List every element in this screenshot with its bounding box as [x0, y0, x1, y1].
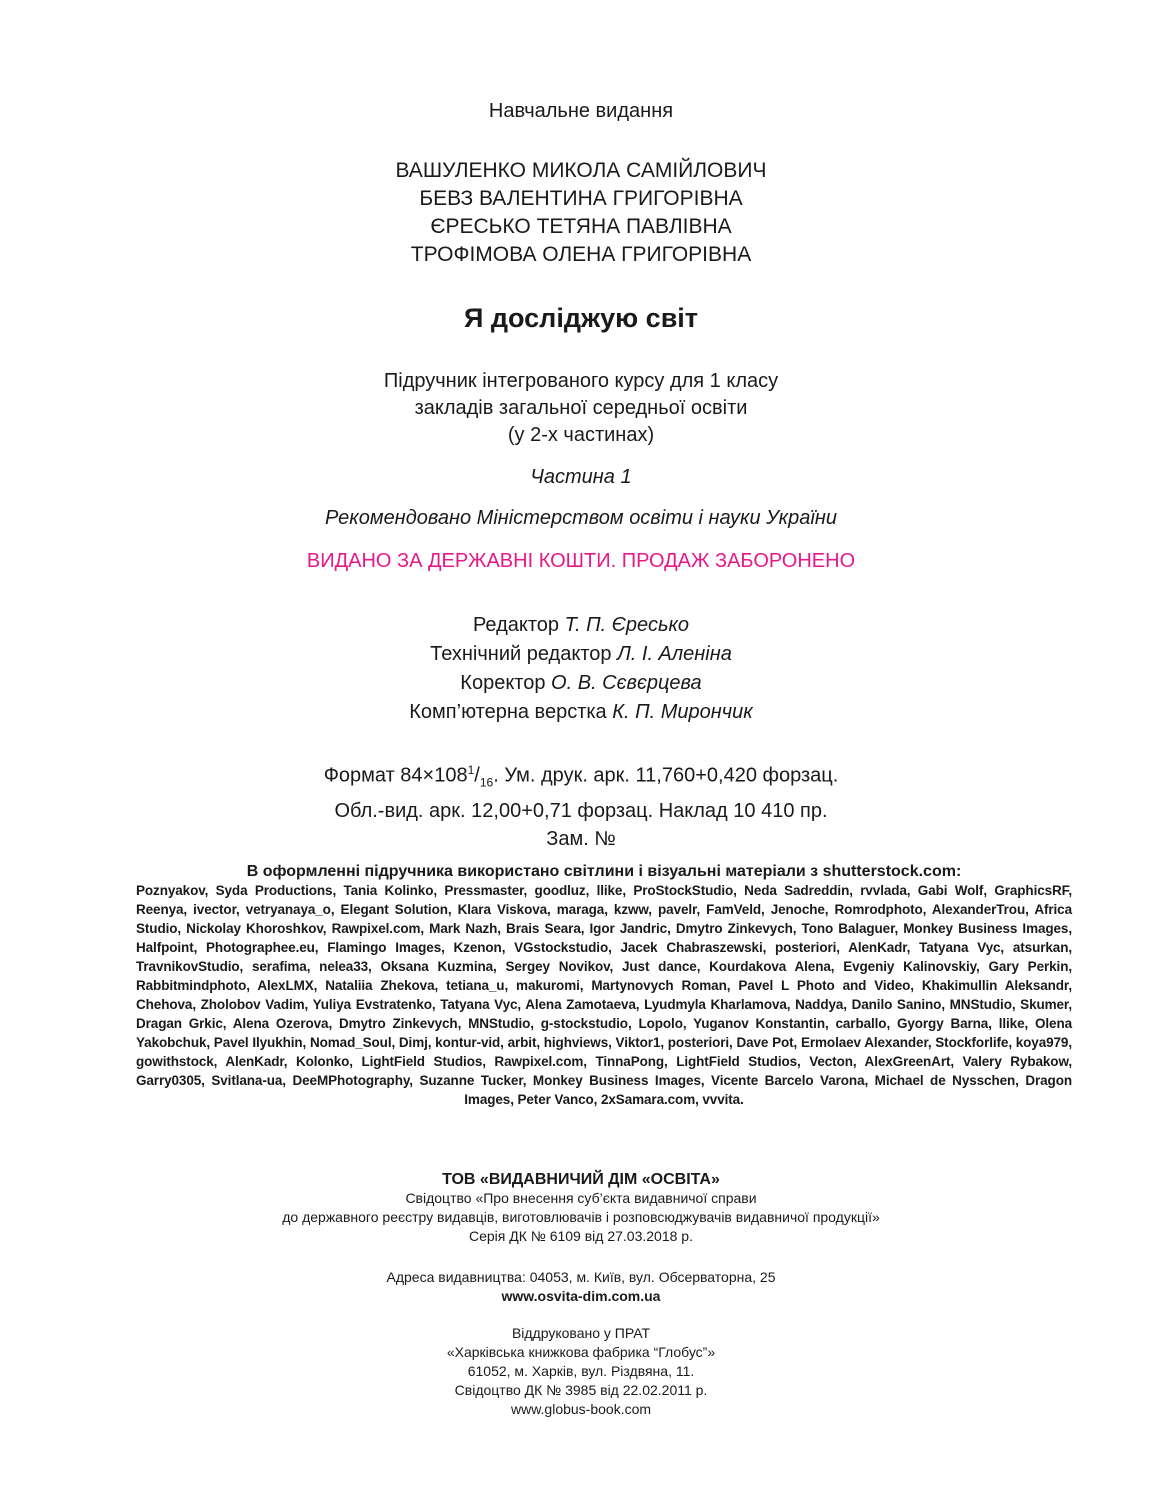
format-rest: . Ум. друк. арк. 11,760+0,420 форзац.	[493, 764, 839, 787]
book-subtitle	[0, 368, 1162, 449]
editors-list	[0, 611, 1162, 727]
format-numerator: 1	[467, 763, 475, 777]
author-name: БЕВЗ ВАЛЕНТИНА ГРИГОРІВНА	[419, 187, 743, 210]
image-credits	[136, 862, 1072, 1109]
printer-line: «Харківська книжкова фабрика “Глобус”»	[446, 1344, 716, 1360]
publisher-website: www.osvita-dim.com.ua	[501, 1288, 661, 1304]
author-name: ТРОФІМОВА ОЛЕНА ГРИГОРІВНА	[410, 243, 752, 266]
printer-website: www.globus-book.com	[510, 1401, 652, 1417]
certificate-line: до державного реєстру видавців, виготовлювачів і розповсюджувачів видавничої продукції»	[282, 1209, 880, 1225]
printer-line: Віддруковано у ПРАТ	[511, 1325, 651, 1341]
print-format	[0, 756, 1162, 853]
book-part: Частина 1	[530, 466, 632, 488]
author-name: ЄРЕСЬКО ТЕТЯНА ПАВЛІВНА	[430, 215, 732, 238]
editor-line	[0, 640, 1162, 669]
editor-line	[0, 611, 1162, 640]
editor-line	[0, 698, 1162, 727]
editor-line	[0, 669, 1162, 698]
subtitle-line: (у 2-х частинах)	[507, 424, 655, 446]
format-line	[0, 756, 1162, 797]
format-prefix: Формат 84×108	[323, 764, 468, 787]
printer-line: Свідоцтво ДК № 3985 від 22.02.2011 р.	[454, 1382, 708, 1398]
recommendation: Рекомендовано Міністерством освіти і науки України	[325, 507, 837, 529]
sale-notice: ВИДАНО ЗА ДЕРЖАВНІ КОШТИ. ПРОДАЖ ЗАБОРОНЕНО	[306, 550, 856, 572]
editor-role: Коректор	[460, 672, 546, 694]
editor-name: К. П. Мирончик	[612, 701, 753, 723]
publisher-name: ТОВ «ВИДАВНИЧИЙ ДІМ «ОСВІТА»	[442, 1171, 720, 1188]
editor-name: Л. І. Аленіна	[617, 643, 732, 665]
book-title: Я досліджую світ	[463, 303, 699, 333]
format-denominator: 16	[479, 775, 494, 790]
editor-name: О. В. Сєвєрцева	[551, 672, 702, 694]
edition-type: Навчальне видання	[488, 100, 674, 122]
printer-block	[0, 1324, 1162, 1419]
editor-role: Комп’ютерна верстка	[409, 701, 607, 723]
subtitle-line: Підручник інтегрованого курсу для 1 класу	[383, 370, 779, 392]
publisher-address	[0, 1268, 1162, 1306]
credits-heading: В оформленні підручника використано світлини і візуальні матеріали з shutterstock.com:	[246, 863, 962, 880]
credits-text: Poznyakov, Syda Productions, Tania Kolinko, Pressmaster, goodluz, llike, ProStockStudio, Neda Sadreddin, rvvlada, Gabi Wolf, GraphicsRF, Reenya, ivector, vetryanaya_o, Elegant Solution, Klara Viskova, maraga, kzww, pavelr, FamVeld, Jenoche, Romrodphoto, AlexanderTrou, Africa Studio, Nickolay Khoroshkov, Rawpixel.com, Mark Nazh, Brais Seara, Igor Jandric, Dmytro Zinkevych, Tono Balaguer, Monkey Business Images, Halfpoint, Photographee.eu, Flamingo Images, Kzenon, VGstockstudio, Jacek Chabraszewski, posteriori, AlenKadr, Tatyana Vyc, atsurkan, TravnikovStudio, serafima, nelea33, Oksana Kuzmina, Sergey Novikov, Just dance, Kourdakova Alena, Evgeniy Kalinovskiy, Gary Perkin, Rabbitmindphoto, AlexLMX, Nataliia Zhekova, tetiana_u, makuromi, Martynovych Roman, Pavel L Photo and Video, Khakimullin Aleksandr, Chehova, Zholobov Vadim, Yuliya Evstratenko, Tatyana Vyc, Alena Zamotaeva, Lyudmyla Kharlamova, Naddya, Danilo Sanino, MNStudio, Skumer, Dragan Grkic, Alena Ozerova, Dmytro Zinkevych, MNStudio, g-stockstudio, Lopolo, Yuganov Konstantin, carballo, Gyorgy Barna, llike, Olena Yakobchuk, Pavel Ilyukhin, Nomad_Soul, Dimj, kontur-vid, arbit, highviews, Viktor1, posteriori, Dave Pot, Ermolaev Alexander, Stockforlife, koya979, gowithstock, AlenKadr, Kolonko, LightField Studios, Rawpixel.com, TinnaPong, LightField Studios, Vecton, AlexGreenArt, Valery Rybakow, Garry0305, Svitlana-ua, DeeMPhotography, Suzanne Tucker, Monkey Business Images, Vicente Barcelo Varona, Michael de Nysschen, Dragon Images, Peter Vanco, 2xSamara.com, vvvita.	[136, 883, 1072, 1107]
format-slash: /	[474, 764, 480, 787]
address-text: Адреса видавництва: 04053, м. Київ, вул. Обсерваторна, 25	[386, 1269, 776, 1285]
editor-role: Редактор	[472, 614, 560, 636]
printer-line: 61052, м. Харків, вул. Різдвяна, 11.	[467, 1363, 695, 1379]
author-name: ВАШУЛЕНКО МИКОЛА САМІЙЛОВИЧ	[395, 159, 767, 182]
certificate-line: Серія ДК № 6109 від 27.03.2018 р.	[469, 1228, 693, 1244]
editor-name: Т. П. Єресько	[564, 614, 690, 636]
subtitle-line: закладів загальної середньої освіти	[414, 397, 748, 419]
certificate-line: Свідоцтво «Про внесення суб’єкта видавничої справи	[405, 1190, 757, 1206]
authors-list	[0, 157, 1162, 269]
publisher-block	[0, 1170, 1162, 1246]
order-number: Зам. №	[546, 827, 616, 850]
format-line-2: Обл.-вид. арк. 12,00+0,71 форзац. Наклад 10 410 пр.	[334, 799, 828, 822]
editor-role: Технічний редактор	[430, 643, 612, 665]
